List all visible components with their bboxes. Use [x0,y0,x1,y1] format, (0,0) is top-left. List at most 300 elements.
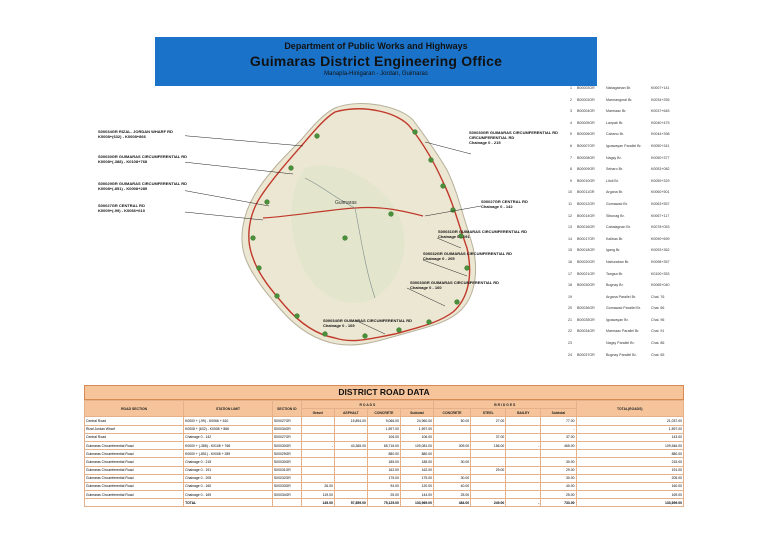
cell-total: 109,546.00 [576,441,683,449]
bridge-km: Chai. 76 [651,294,665,299]
bridge-marker [323,332,328,337]
leader-line [185,134,303,146]
map-callout: S00029GR GUIMARAS CIRCUMFERENTIAL RD K0008+(-851) - K0008+289 [98,181,188,191]
bridge-marker [413,130,418,135]
bridge-no: 20 [568,306,572,311]
map-callout: S00031GR GUIMARAS CIRCUMFERENTIAL RD Chainage 0 - 191 [438,229,528,239]
bridge-code: B00003GR [577,86,595,90]
bridges-group-header: B R I D G E S [433,401,576,409]
bridge-no: 14 [568,236,572,241]
cell-asphalt [334,433,367,441]
cell-total: 169.00 [576,491,683,499]
bridge-km: Chai. 86 [651,341,665,346]
bridge-no: 12 [568,213,572,218]
bridge-km: Chai. 96 [651,317,665,322]
bridge-name: Nagsy Br. [606,155,622,160]
bridge-marker [363,334,368,339]
cell-subtotal: 24,960.00 [400,417,433,425]
bridge-legend-item [564,234,764,246]
bridge-code: B00005GR [577,120,595,125]
bridge-legend-item [564,257,764,269]
bridge-name: Igcawayan Parallel Br. [606,143,642,148]
bridge-code: B00010GR [577,178,595,183]
cell-section: Central Road [85,433,184,441]
cell-section: Guimaras Circumferential Road [85,482,184,490]
bridge-code: B00012GR [577,201,595,206]
cell-bs: 27.00 [471,417,506,425]
cell-bsub: 37.00 [541,433,576,441]
total-label: TOTAL [184,499,273,507]
cell-gravel: 26.00 [301,482,334,490]
bridge-legend-item [564,222,764,234]
bridge-code: B00014GR [577,213,595,218]
cell-total: 21,037.00 [576,417,683,425]
bridge-legend-item [564,280,764,292]
cell-subtotal: 185.00 [400,458,433,466]
bridge-km: K0065+040 [651,283,670,288]
bridge-marker [429,158,434,163]
map-callout: S00034GR GUIMARAS CIRCUMFERENTIAL RD Chainage 0 - 169 [323,318,413,328]
office-subtitle: Manapla-Hinigaran - Jordan, Guimaras [324,71,428,77]
bridge-km: K0078+053 [651,225,670,230]
table-row [85,433,684,441]
bridge-km: K0067+117 [651,213,670,218]
cell-bb [506,417,541,425]
bridge-marker [251,236,256,241]
bridge-no: 17 [568,271,572,276]
cell-bc: 30.00 [433,474,470,482]
cell-section: Guimaras Circumferential Road [85,491,184,499]
cell-total: 143.00 [576,433,683,441]
cell-bc: 25.00 [433,491,470,499]
cell-total: 191.00 [576,466,683,474]
cell-concrete: 1,597.00 [367,425,400,433]
cell-bsub [541,450,576,458]
bridge-name: Gumawad Parallel Br. [606,306,641,311]
bridge-legend-item [564,95,764,107]
col-asphalt: ASPHALT [334,409,367,417]
total-row [85,499,684,507]
bridge-marker [343,236,348,241]
cell-gravel [301,450,334,458]
cell-bc [433,466,470,474]
bridge-km: K0007+141 [651,86,670,90]
cell-subtotal: 109,081.00 [400,441,433,449]
cell-gravel: 119.00 [301,491,334,499]
map-callout: S00033GR GUIMARAS CIRCUMFERENTIAL RD Chainage 0 - 160 [410,280,500,290]
bridge-marker [441,184,446,189]
bridge-code: B00020GR [577,259,595,264]
total-gravel: 145.00 [301,499,334,507]
cell-bc [433,425,470,433]
col-concrete: CONCRETE [367,409,400,417]
bridge-km: K0050+377 [651,155,670,160]
bridge-name: Sebaro Br. [606,167,623,172]
total-bridge-bailey: - [506,499,541,507]
bridge-km: K0034+255 [651,97,670,102]
bridge-marker [315,134,320,139]
cell-asphalt [334,491,367,499]
total-bridge-subtotal: 733.00 [541,499,576,507]
cell-concrete: 9,066.00 [367,417,400,425]
bridge-marker [389,212,394,217]
bridge-name: Marmangmal Br. [606,97,633,102]
bridge-marker [397,328,402,333]
col-gravel: Gravel [301,409,334,417]
cell-gravel [301,425,334,433]
cell-subtotal: 162.00 [400,466,433,474]
bridge-code: B00009GR [577,167,595,172]
bridge-legend-item [564,187,764,199]
col-bridge-subtotal: Subtotal [541,409,576,417]
table-row [85,458,684,466]
cell-concrete: 106.00 [367,433,400,441]
bridge-code: B00034GR [577,329,595,334]
bridge-name: Bugnay Br. [606,283,624,288]
bridge-code: B00017GR [577,236,595,241]
bridge-name: Kalibas Br. [606,236,624,241]
road-data-table [84,400,684,507]
total-bridge-steel: 249.00 [471,499,506,507]
cell-limit: K0000 + (-851) - K0008 + 289 [184,450,273,458]
col-bridge-concrete: CONCRETE [433,409,470,417]
bridge-no: 3 [570,109,572,114]
cell-gravel [301,433,334,441]
bridge-marker [265,200,270,205]
bridge-code: B00008GR [577,155,595,160]
bridge-legend-item [564,303,764,315]
bridge-name: Cabalagnan Br. [606,225,631,230]
bridge-legend-item [564,338,764,350]
bridge-no: 5 [570,132,572,137]
bridge-name: Argana Parallel Br. [606,294,636,299]
bridge-km: K0093+362 [651,248,670,253]
cell-bb [506,466,541,474]
table-title: DISTRICT ROAD DATA [84,385,684,400]
map-callout: S00032GR GUIMARAS CIRCUMFERENTIAL RD Chainage 0 - 205 [423,251,513,261]
bridge-km: K0053+082 [651,167,670,172]
map-callout: S00027GR CENTRAL RD Chainage 0 - 142 [481,199,528,209]
cell-sid: S00033GR [272,482,301,490]
cell-total: 215.00 [576,458,683,466]
map-callout: S00030GR GUIMARAS CIRCUMFERENTIAL RD K0008+(-388) - K0108+768 [98,154,188,164]
bridge-code: B00007GR [577,143,595,148]
bridge-km: K0063+557 [651,201,670,206]
bridge-name: Nabagatnan Br. [606,86,631,90]
bridge-code: B00030GR [577,283,595,288]
cell-concrete: 65,716.00 [367,441,400,449]
cell-bs: 29.00 [471,466,506,474]
bridge-legend-item [564,83,764,95]
bridge-km: Chai. 66 [651,306,665,311]
bridge-legend-item [564,211,764,223]
cell-gravel [301,474,334,482]
cell-limit: K0000 + (-388) - K0108 + 768 [184,441,273,449]
bridge-no: 24 [568,352,572,357]
bridge-no: 6 [570,143,572,148]
cell-sid: S00027GR [272,417,301,425]
bridge-marker [465,266,470,271]
cell-total: 205.00 [576,474,683,482]
bridge-name: Bugnay Parallel Br. [606,352,637,357]
office-title: Guimaras District Engineering Office [249,53,503,69]
department-title: Department of Public Works and Highways [284,41,468,51]
col-total-roads: TOTAL(ROADS) [576,401,683,417]
bridge-code: B00004GR [577,109,595,114]
bridge-legend-item [564,141,764,153]
bridge-legend-item [564,315,764,327]
bridge-marker [451,208,456,213]
bridge-legend-item [564,350,764,362]
cell-bsub: 40.00 [541,482,576,490]
bridge-no: 15 [568,248,572,253]
cell-asphalt [334,425,367,433]
cell-concrete: 162.00 [367,466,400,474]
col-bridge-steel: STEEL [471,409,506,417]
total-concrete: 75,125.00 [367,499,400,507]
cell-bsub: 30.00 [541,474,576,482]
cell-limit: K0008 + (632) - K0008 + 866 [184,425,273,433]
bridge-km: K0044+398 [651,132,670,137]
cell-subtotal: 1,597.00 [400,425,433,433]
bridge-no: 21 [568,317,572,322]
cell-subtotal: 120.00 [400,482,433,490]
bridge-no: 1 [570,86,572,90]
bridge-code: B00035GR [577,317,595,322]
bridge-no: 4 [570,120,572,125]
bridge-km: K0050+341 [651,143,670,148]
bridge-name: Naburaban Br. [606,259,630,264]
bridge-marker [257,266,262,271]
bridge-no: 7 [570,155,572,160]
cell-subtotal: 106.00 [400,433,433,441]
cell-bsub: 30.00 [541,458,576,466]
col-subtotal: Subtotal [400,409,433,417]
bridge-no: 16 [568,259,572,264]
cell-bc [433,450,470,458]
cell-bs [471,450,506,458]
cell-sid: S00031GR [272,466,301,474]
district-road-data [84,385,684,507]
bridge-legend-item [564,199,764,211]
cell-bsub: 77.00 [541,417,576,425]
cell-asphalt [334,466,367,474]
bridge-marker [427,320,432,325]
bridge-code: B00003GR [577,97,595,102]
bridge-legend-item [564,292,764,304]
cell-total: 880.00 [576,450,683,458]
bridge-legend [564,83,764,361]
total-bridge-concrete: 484.00 [433,499,470,507]
cell-bb [506,425,541,433]
bridge-name: Sibunag Br. [606,213,625,218]
cell-total: 1,597.00 [576,425,683,433]
cell-bsub: - [541,425,576,433]
total-asphalt: 57,859.00 [334,499,367,507]
cell-bc: 40.00 [433,482,470,490]
table-row [85,417,684,425]
bridge-no: 22 [568,329,572,334]
cell-sid: S00034GR [272,425,301,433]
cell-section: Guimaras Circumferential Road [85,466,184,474]
bridge-legend-item [564,129,764,141]
cell-concrete: 175.00 [367,474,400,482]
cell-bc: 50.00 [433,417,470,425]
bridge-legend-item [564,176,764,188]
cell-asphalt [334,450,367,458]
bridge-no: 23 [568,341,572,346]
bridge-no: 9 [570,178,572,183]
cell-asphalt: 43,365.00 [334,441,367,449]
map-callout: S00030GR GUIMARAS CIRCUMFERENTIAL RD CIRCUMFERENTIAL RD Chainage 0 - 215 [469,130,559,145]
bridge-legend-item [564,106,764,118]
col-station-limit: STATION LIMIT [184,401,273,417]
cell-bs [471,482,506,490]
cell-limit: Chainage 0 - 205 [184,474,273,482]
bridge-km: Chai. 91 [651,329,665,334]
cell-section: Guimaras Circumferential Road [85,441,184,449]
bridge-name: Argana Br. [606,190,623,195]
bridge-no: 10 [568,190,572,195]
bridge-name: Nagsy Parallel Br. [606,341,635,346]
cell-bc: 309.00 [433,441,470,449]
bridge-no: 19 [568,294,572,299]
cell-bb: - [506,441,541,449]
cell-subtotal: 175.00 [400,474,433,482]
bridge-km: K0090+699 [651,236,670,241]
cell-subtotal: 880.00 [400,450,433,458]
cell-bsub: 465.00 [541,441,576,449]
cell-sid: S00032GR [272,474,301,482]
cell-sid: S00027GR [272,433,301,441]
cell-gravel [301,458,334,466]
cell-sid: S00030GR [272,441,301,449]
map-callout: S00027GR CENTRAL RD K0009+(-99) - K0066+610 [98,203,145,213]
bridge-name: Marmaac Br. [606,109,627,114]
bridge-legend-item [564,326,764,338]
total-subtotal: 133,969.00 [400,499,433,507]
cell-section: Rizal Jordan Wharf [85,425,184,433]
bridge-marker [275,294,280,299]
cell-limit: Chainage 0 - 160 [184,482,273,490]
cell-section: Guimaras Circumferential Road [85,474,184,482]
cell-bb [506,474,541,482]
cell-bb [506,433,541,441]
bridge-legend-item [564,269,764,281]
cell-gravel: - [301,441,334,449]
road-rows [85,417,684,499]
bridge-code: B00036GR [577,306,595,311]
bridge-name: Cabano Br. [606,132,624,137]
bridge-km: K0040+475 [651,120,670,125]
bridge-legend-item [564,164,764,176]
cell-bsub: 25.00 [541,491,576,499]
bridge-no: 11 [568,201,572,206]
cell-section: Guimaras Circumferential Road [85,458,184,466]
bridge-legend-item [564,245,764,257]
bridge-code: B00037GR [577,352,595,357]
table-row [85,491,684,499]
col-bridge-bailey: BAILEY [506,409,541,417]
cell-gravel [301,417,334,425]
bridge-km: K0037+645 [651,109,670,114]
cell-bc: 30.00 [433,458,470,466]
table-row [85,466,684,474]
bridge-code: B00021GR [577,271,595,276]
cell-asphalt: 15,894.00 [334,417,367,425]
cell-limit: K0000 + (-99) - K0066 + 610 [184,417,273,425]
bridge-km: K0098+357 [651,259,670,264]
cell-sid: S00029GR [272,450,301,458]
cell-bb [506,450,541,458]
roads-group-header: R O A D S [301,401,433,409]
bridge-no: 13 [568,225,572,230]
col-road-section: ROAD SECTION [85,401,184,417]
cell-concrete: 185.00 [367,458,400,466]
cell-gravel [301,466,334,474]
bridge-legend-item [564,153,764,165]
bridge-km: K0100+353 [651,271,670,276]
table-row [85,450,684,458]
cell-subtotal: 144.00 [400,491,433,499]
table-row [85,441,684,449]
cell-bb [506,491,541,499]
col-section-id: SECTION ID [272,401,301,417]
bridge-km: K0060+501 [651,190,670,195]
cell-asphalt [334,474,367,482]
cell-limit: Chainage 0 - 215 [184,458,273,466]
bridge-km: K0059+329 [651,178,670,183]
bridge-code: B00016GR [577,225,595,230]
bridge-name: Marmaac Parallel Br. [606,329,640,334]
cell-limit: Chainage 0 - 169 [184,491,273,499]
cell-bb [506,482,541,490]
total-roads: 133,699.00 [576,499,683,507]
bridge-name: Igcawayan Br. [606,317,629,322]
map-callout: S00034GR RIZAL- JORDAN WHARF RD K0008+(632) - K0008+866 [98,129,173,139]
cell-concrete: 94.00 [367,482,400,490]
bridge-no: 2 [570,97,572,102]
bridge-no: 18 [568,283,572,288]
cell-bsub: 29.00 [541,466,576,474]
cell-bs [471,474,506,482]
cell-bc [433,433,470,441]
cell-bs [471,458,506,466]
bridge-code: B00018GR [577,248,595,253]
bridge-name: Lituil Br. [606,178,619,183]
table-row [85,482,684,490]
bridge-code: B00006GR [577,132,595,137]
cell-section: Guimaras Circumferential Road [85,450,184,458]
bridge-name: Igang Br. [606,248,621,253]
table-row [85,474,684,482]
cell-limit: Chainage 0 - 191 [184,466,273,474]
cell-concrete: 25.00 [367,491,400,499]
bridge-name: Tangsa Br. [606,271,623,276]
cell-section: Central Road [85,417,184,425]
bridge-marker [295,314,300,319]
bridge-km: Chai. 65 [651,352,665,357]
bridge-no: 8 [570,167,572,172]
bridge-marker [455,300,460,305]
cell-bs [471,425,506,433]
cell-limit: Chainage 0 - 142 [184,433,273,441]
cell-concrete: 880.00 [367,450,400,458]
cell-bs [471,491,506,499]
bridge-code: B00011GR [577,190,595,195]
bridge-legend-item [564,118,764,130]
bridge-name: Lanpab Br. [606,120,624,125]
